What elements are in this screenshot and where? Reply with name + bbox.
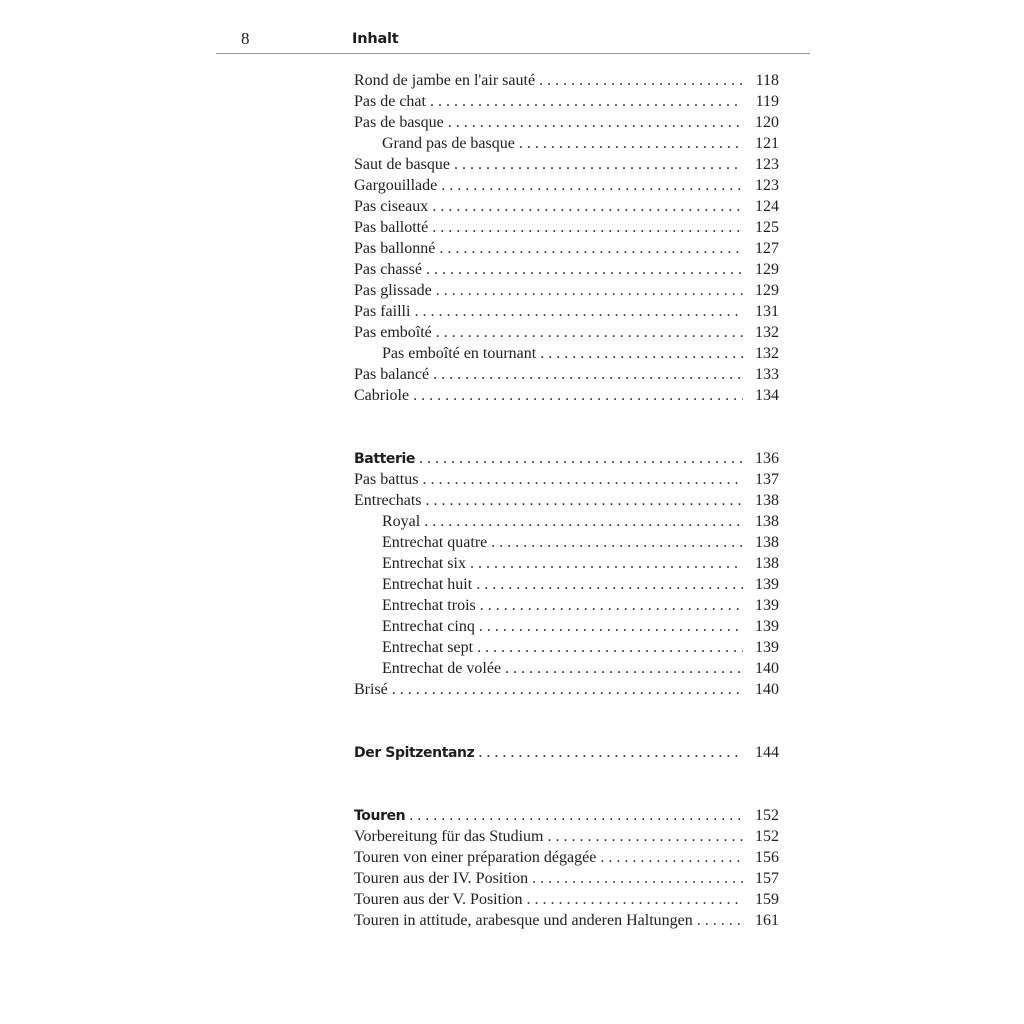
toc-page-number: 138 [755, 555, 779, 572]
toc-entry-row [354, 280, 779, 301]
toc-section [354, 742, 779, 763]
toc-subentry-row [354, 658, 779, 679]
toc-page-number: 138 [755, 492, 779, 509]
toc-entry-row [354, 889, 779, 910]
toc-dot-leader [519, 133, 743, 154]
toc-entry-label: Pas battus [354, 471, 419, 488]
toc-entry-label: Entrechat huit [382, 576, 473, 593]
toc-page-number: 161 [755, 912, 779, 929]
toc-entry-label: Royal [382, 513, 421, 530]
toc-dot-leader [448, 112, 743, 133]
toc-page-number: 125 [755, 219, 779, 236]
toc-entry-row [354, 847, 779, 868]
toc-dot-leader [547, 826, 743, 847]
toc-dot-leader [600, 847, 743, 868]
page-number: 8 [241, 29, 250, 48]
toc-entry-row [354, 322, 779, 343]
toc-page-number: 156 [755, 849, 779, 866]
header-rule [216, 53, 810, 54]
toc-entry-label: Pas balancé [354, 366, 430, 383]
toc-page-number: 138 [755, 534, 779, 551]
toc-page-number: 136 [755, 450, 779, 467]
toc-page-number: 140 [755, 660, 779, 677]
toc-entry-label: Pas de chat [354, 93, 426, 110]
toc-dot-leader [439, 238, 743, 259]
toc-page-number: 132 [755, 345, 779, 362]
toc-entry-label: Pas ballotté [354, 219, 429, 236]
toc-subentry-row [354, 616, 779, 637]
toc-entry-row [354, 217, 779, 238]
toc-page-number: 138 [755, 513, 779, 530]
toc-entry-row [354, 259, 779, 280]
toc-dot-leader [532, 868, 743, 889]
toc-entry-label: Der Spitzentanz [354, 745, 475, 761]
toc-dot-leader [697, 910, 743, 931]
toc-entry-label: Pas emboîté en tournant [382, 345, 537, 362]
toc-dot-leader [491, 532, 743, 553]
toc-dot-leader [540, 343, 743, 364]
toc-entry-label: Rond de jambe en l'air sauté [354, 72, 536, 89]
toc-dot-leader [413, 385, 743, 406]
toc-page-number: 123 [755, 156, 779, 173]
toc-entry-label: Vorbereitung für das Studium [354, 828, 544, 845]
toc-subentry-row [354, 532, 779, 553]
toc-page-number: 139 [755, 639, 779, 656]
toc-entry-label: Batterie [354, 451, 415, 467]
toc-dot-leader [454, 154, 743, 175]
toc-dot-leader [480, 595, 743, 616]
toc-page-number: 139 [755, 597, 779, 614]
toc-dot-leader [430, 91, 743, 112]
toc-entry-label: Touren aus der IV. Position [354, 870, 529, 887]
toc-entry-label: Pas ballonné [354, 240, 436, 257]
toc-entry-label: Entrechat quatre [382, 534, 488, 551]
toc-page-number: 127 [755, 240, 779, 257]
toc-entry-row [354, 238, 779, 259]
toc-dot-leader [409, 805, 743, 826]
toc-page-number: 139 [755, 576, 779, 593]
toc-dot-leader [476, 574, 743, 595]
toc-entry-row [354, 175, 779, 196]
toc-page-number: 139 [755, 618, 779, 635]
toc-subentry-row [354, 595, 779, 616]
toc-dot-leader [422, 469, 743, 490]
toc-dot-leader [426, 490, 743, 511]
toc-dot-leader [419, 448, 743, 469]
toc-dot-leader [478, 742, 743, 763]
toc-page-number: 124 [755, 198, 779, 215]
toc-entry-label: Touren in attitude, arabesque und anderen Haltungen [354, 912, 693, 929]
toc-subentry-row [354, 574, 779, 595]
toc-entry-row [354, 154, 779, 175]
toc-entry-label: Brisé [354, 681, 388, 698]
toc-page-number: 134 [755, 387, 779, 404]
toc-heading-row [354, 448, 779, 469]
toc-entry-label: Entrechat de volée [382, 660, 502, 677]
toc-entry-label: Entrechat six [382, 555, 466, 572]
toc-entry-label: Entrechat cinq [382, 618, 475, 635]
toc-page-number: 144 [755, 744, 779, 761]
toc-entry-row [354, 364, 779, 385]
toc-page-number: 152 [755, 828, 779, 845]
running-title: Inhalt [352, 31, 399, 47]
toc-entry-label: Entrechats [354, 492, 422, 509]
toc-dot-leader [392, 679, 743, 700]
toc-entry-label: Pas chassé [354, 261, 422, 278]
toc-subentry-row [354, 133, 779, 154]
toc-page-number: 133 [755, 366, 779, 383]
toc-dot-leader [470, 553, 743, 574]
toc-entry-label: Gargouillade [354, 177, 438, 194]
toc-entry-row [354, 91, 779, 112]
toc-dot-leader [424, 511, 743, 532]
toc-page-number: 152 [755, 807, 779, 824]
toc-section [354, 805, 779, 931]
toc-page-number: 157 [755, 870, 779, 887]
toc-heading-row [354, 742, 779, 763]
toc-page-number: 121 [755, 135, 779, 152]
toc-section [354, 448, 779, 700]
toc-entry-row [354, 112, 779, 133]
toc-page-number: 132 [755, 324, 779, 341]
toc-dot-leader [539, 70, 743, 91]
toc-entry-label: Pas glissade [354, 282, 432, 299]
toc-page-number: 123 [755, 177, 779, 194]
toc-entry-label: Touren aus der V. Position [354, 891, 523, 908]
toc-entry-label: Pas emboîté [354, 324, 432, 341]
toc-entry-row [354, 910, 779, 931]
toc-entry-row [354, 826, 779, 847]
toc-heading-row [354, 805, 779, 826]
toc-page-number: 131 [755, 303, 779, 320]
toc-page-number: 159 [755, 891, 779, 908]
toc-page-number: 140 [755, 681, 779, 698]
toc-subentry-row [354, 637, 779, 658]
toc-entry-label: Pas failli [354, 303, 411, 320]
toc-dot-leader [479, 616, 743, 637]
toc-entry-row [354, 868, 779, 889]
table-of-contents [354, 70, 779, 931]
toc-section [354, 70, 779, 406]
toc-page-number: 129 [755, 261, 779, 278]
toc-entry-label: Entrechat sept [382, 639, 474, 656]
toc-entry-label: Pas ciseaux [354, 198, 429, 215]
toc-dot-leader [441, 175, 743, 196]
toc-subentry-row [354, 343, 779, 364]
toc-entry-label: Touren von einer préparation dégagée [354, 849, 597, 866]
toc-entry-label: Saut de basque [354, 156, 450, 173]
toc-dot-leader [433, 364, 743, 385]
toc-dot-leader [527, 889, 743, 910]
toc-entry-row [354, 469, 779, 490]
toc-entry-row [354, 301, 779, 322]
toc-entry-label: Cabriole [354, 387, 410, 404]
toc-dot-leader [505, 658, 743, 679]
toc-page-number: 137 [755, 471, 779, 488]
toc-entry-label: Grand pas de basque [382, 135, 515, 152]
toc-page-number: 118 [755, 72, 779, 89]
toc-dot-leader [432, 196, 743, 217]
toc-entry-row [354, 679, 779, 700]
toc-dot-leader [426, 259, 743, 280]
toc-dot-leader [414, 301, 743, 322]
toc-dot-leader [477, 637, 743, 658]
toc-entry-label: Entrechat trois [382, 597, 476, 614]
toc-entry-row [354, 70, 779, 91]
toc-dot-leader [436, 280, 743, 301]
toc-entry-row [354, 196, 779, 217]
toc-dot-leader [432, 217, 743, 238]
toc-entry-row [354, 490, 779, 511]
toc-page-number: 129 [755, 282, 779, 299]
toc-entry-label: Pas de basque [354, 114, 444, 131]
toc-dot-leader [436, 322, 743, 343]
toc-page-number: 120 [755, 114, 779, 131]
toc-subentry-row [354, 511, 779, 532]
toc-page-number: 119 [755, 93, 779, 110]
toc-entry-row [354, 385, 779, 406]
toc-subentry-row [354, 553, 779, 574]
toc-entry-label: Touren [354, 808, 406, 824]
